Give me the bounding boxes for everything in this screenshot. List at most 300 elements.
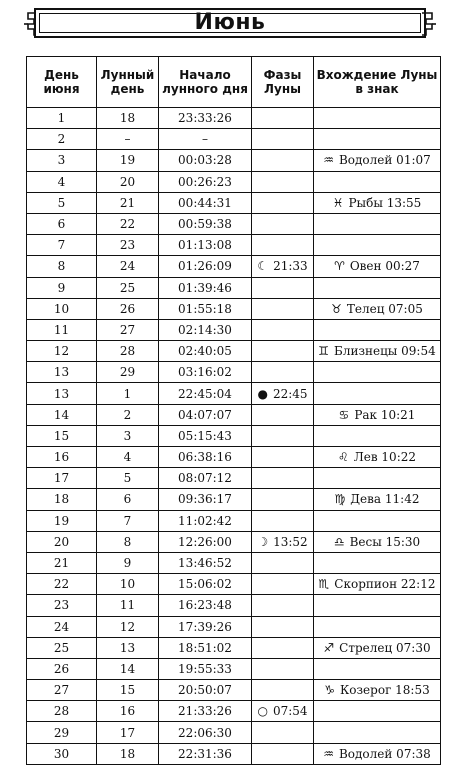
cell-day: [27, 616, 97, 637]
cell-lunar-day: [97, 489, 159, 510]
cell-day: [27, 722, 97, 743]
header-sign: Вхождение Луны в знак: [314, 57, 441, 108]
cell-sign: [314, 362, 441, 383]
cell-start-text: 15:06:02: [178, 577, 232, 592]
zodiac-sign-icon: ♒: [323, 746, 334, 761]
table-row: [27, 637, 441, 658]
cell-lunar-day: [97, 404, 159, 425]
cell-sign: [314, 680, 441, 701]
cell-day: [27, 319, 97, 340]
cell-lunar-day-text: 5: [123, 471, 132, 486]
table-row: [27, 213, 441, 234]
cell-start: [159, 298, 252, 319]
zodiac-sign-icon: ♑: [324, 683, 335, 698]
cell-phase: [252, 108, 314, 129]
cell-day-text: 3: [57, 153, 66, 168]
cell-sign-text: Рак 10:21: [354, 407, 416, 422]
title-banner: [24, 8, 436, 40]
cell-phase: [252, 701, 314, 722]
cell-start: [159, 531, 252, 552]
table-row: [27, 341, 441, 362]
cell-day: [27, 404, 97, 425]
cell-lunar-day-text: 9: [123, 556, 132, 571]
cell-phase: [252, 637, 314, 658]
cell-day-text: 10: [53, 301, 70, 316]
cell-lunar-day: [97, 319, 159, 340]
cell-day: [27, 468, 97, 489]
cell-day: [27, 150, 97, 171]
cell-lunar-day-text: 11: [119, 598, 136, 613]
table-row: [27, 129, 441, 150]
cell-sign-text: Близнецы 09:54: [334, 344, 436, 359]
cell-start-text: 22:06:30: [178, 725, 232, 740]
cell-day: [27, 129, 97, 150]
table-row: [27, 150, 441, 171]
cell-lunar-day: [97, 616, 159, 637]
cell-day: [27, 552, 97, 573]
cell-day-text: 25: [53, 640, 70, 655]
cell-sign: [314, 192, 441, 213]
cell-start-text: 16:23:48: [178, 598, 232, 613]
cell-day-text: 7: [57, 238, 66, 253]
cell-sign-text: Водолей 01:07: [338, 153, 431, 168]
cell-sign: [314, 235, 441, 256]
cell-sign: [314, 341, 441, 362]
table-row: [27, 743, 441, 764]
cell-start-text: 02:14:30: [178, 322, 232, 337]
cell-lunar-day-text: 22: [119, 217, 136, 232]
cell-start-text: 22:31:36: [178, 746, 232, 761]
cell-lunar-day: [97, 192, 159, 213]
cell-sign: [314, 383, 441, 404]
cell-lunar-day-text: 18: [119, 111, 136, 126]
cell-start: [159, 743, 252, 764]
cell-start: [159, 362, 252, 383]
cell-lunar-day: [97, 108, 159, 129]
cell-lunar-day: [97, 171, 159, 192]
cell-phase: [252, 574, 314, 595]
cell-lunar-day-text: 15: [119, 683, 136, 698]
cell-phase: [252, 680, 314, 701]
cell-start-text: 01:13:08: [178, 238, 232, 253]
cell-start-text: 23:33:26: [178, 111, 232, 126]
cell-start: [159, 552, 252, 573]
cell-phase: [252, 743, 314, 764]
cell-sign: [314, 298, 441, 319]
zodiac-sign-icon: ♍: [334, 492, 346, 507]
cell-phase: [252, 277, 314, 298]
cell-lunar-day: [97, 235, 159, 256]
cell-sign-text: Стрелец 07:30: [339, 640, 431, 655]
cell-start: [159, 150, 252, 171]
cell-phase: [252, 298, 314, 319]
cell-lunar-day-text: 18: [119, 746, 136, 761]
zodiac-sign-icon: ♉: [331, 301, 342, 316]
cell-start: [159, 171, 252, 192]
cell-start: [159, 341, 252, 362]
cell-sign: [314, 701, 441, 722]
zodiac-sign-icon: ♋: [338, 407, 350, 422]
cell-phase: [252, 447, 314, 468]
table-row: [27, 171, 441, 192]
zodiac-sign-icon: ♒: [323, 153, 334, 168]
cell-day-text: 14: [53, 407, 70, 422]
cell-start: [159, 108, 252, 129]
table-row: [27, 552, 441, 573]
cell-lunar-day-text: 3: [123, 428, 132, 443]
cell-lunar-day-text: 28: [119, 344, 136, 359]
cell-day-text: 5: [57, 195, 66, 210]
cell-day: [27, 701, 97, 722]
cell-day: [27, 277, 97, 298]
cell-day: [27, 743, 97, 764]
cell-phase-text: 21:33: [273, 259, 308, 274]
cell-lunar-day: [97, 701, 159, 722]
header-start: Начало лунного дня: [159, 57, 252, 108]
cell-lunar-day: [97, 468, 159, 489]
cell-day-text: 17: [53, 471, 70, 486]
cell-start: [159, 595, 252, 616]
cell-lunar-day: [97, 510, 159, 531]
cell-phase: [252, 171, 314, 192]
cell-start-text: 17:39:26: [178, 619, 232, 634]
cell-sign: [314, 489, 441, 510]
cell-start-text: 03:16:02: [178, 365, 232, 380]
cell-lunar-day-text: 20: [119, 174, 136, 189]
cell-day-text: 9: [57, 280, 66, 295]
cell-start-text: 05:15:43: [178, 428, 232, 443]
cell-phase: [252, 319, 314, 340]
cell-lunar-day-text: 17: [119, 725, 136, 740]
cell-day: [27, 637, 97, 658]
cell-lunar-day-text: 19: [119, 153, 136, 168]
cell-start-text: 00:03:28: [178, 153, 232, 168]
cell-sign-text: Овен 00:27: [349, 259, 420, 274]
cell-start-text: 00:59:38: [178, 217, 232, 232]
cell-day-text: 22: [53, 577, 70, 592]
table-row: [27, 383, 441, 404]
cell-start: [159, 722, 252, 743]
cell-day: [27, 510, 97, 531]
cell-sign: [314, 129, 441, 150]
cell-lunar-day-text: 4: [123, 450, 132, 465]
table-row: [27, 108, 441, 129]
cell-start: [159, 468, 252, 489]
cell-phase: [252, 722, 314, 743]
cell-start-text: 19:55:33: [178, 661, 232, 676]
cell-sign-text: Лев 10:22: [353, 450, 417, 465]
cell-lunar-day: [97, 277, 159, 298]
cell-phase: [252, 489, 314, 510]
cell-lunar-day: [97, 341, 159, 362]
cell-lunar-day-text: –: [124, 132, 131, 147]
cell-start: [159, 637, 252, 658]
cell-sign: [314, 447, 441, 468]
table-row: [27, 192, 441, 213]
cell-phase: [252, 256, 314, 277]
cell-day-text: 13: [53, 386, 70, 401]
cell-day-text: 16: [53, 450, 70, 465]
cell-phase-text: 13:52: [273, 534, 308, 549]
table-row: [27, 298, 441, 319]
cell-lunar-day-text: 13: [119, 640, 136, 655]
cell-day-text: 2: [57, 132, 66, 147]
cell-day: [27, 298, 97, 319]
cell-lunar-day-text: 12: [119, 619, 136, 634]
cell-lunar-day-text: 27: [119, 322, 136, 337]
cell-start-text: –: [202, 132, 208, 147]
table-row: [27, 595, 441, 616]
table-row: [27, 701, 441, 722]
cell-lunar-day: [97, 552, 159, 573]
cell-start: [159, 213, 252, 234]
cell-lunar-day: [97, 722, 159, 743]
cell-start-text: 01:55:18: [178, 301, 232, 316]
table-row: [27, 574, 441, 595]
cell-start-text: 06:38:16: [178, 450, 232, 465]
cell-start: [159, 489, 252, 510]
cell-start: [159, 616, 252, 637]
cell-sign: [314, 404, 441, 425]
cell-sign: [314, 637, 441, 658]
zodiac-sign-icon: ♈: [334, 259, 345, 274]
cell-lunar-day-text: 8: [123, 534, 132, 549]
cell-phase: [252, 531, 314, 552]
cell-phase: [252, 383, 314, 404]
cell-lunar-day-text: 10: [119, 577, 136, 592]
cell-phase: [252, 468, 314, 489]
cell-day: [27, 425, 97, 446]
cell-sign: [314, 595, 441, 616]
cell-sign-text: Скорпион 22:12: [334, 577, 436, 592]
table-row: [27, 235, 441, 256]
cell-start: [159, 701, 252, 722]
cell-day-text: 13: [53, 365, 70, 380]
cell-start: [159, 129, 252, 150]
cell-phase: [252, 235, 314, 256]
table-row: [27, 319, 441, 340]
cell-start: [159, 680, 252, 701]
moon-phase-icon: ●: [257, 386, 268, 401]
cell-start-text: 08:07:12: [178, 471, 232, 486]
table-row: [27, 510, 441, 531]
header-lunar-day: Лунный день: [97, 57, 159, 108]
cell-start: [159, 658, 252, 679]
cell-day: [27, 658, 97, 679]
cell-sign: [314, 574, 441, 595]
cell-lunar-day: [97, 637, 159, 658]
cell-day-text: 21: [53, 556, 70, 571]
table-row: [27, 404, 441, 425]
cell-day: [27, 108, 97, 129]
cell-day-text: 23: [53, 598, 70, 613]
cell-lunar-day: [97, 658, 159, 679]
cell-sign: [314, 256, 441, 277]
cell-day-text: 20: [53, 534, 70, 549]
cell-sign: [314, 531, 441, 552]
cell-day: [27, 595, 97, 616]
moon-phase-icon: ☾: [257, 259, 269, 274]
cell-phase: [252, 150, 314, 171]
cell-sign: [314, 743, 441, 764]
cell-lunar-day: [97, 447, 159, 468]
cell-start: [159, 574, 252, 595]
cell-lunar-day: [97, 531, 159, 552]
header-phase: Фазы Луны: [252, 57, 314, 108]
cell-lunar-day: [97, 743, 159, 764]
cell-lunar-day: [97, 213, 159, 234]
cell-lunar-day: [97, 256, 159, 277]
cell-phase: [252, 425, 314, 446]
zodiac-sign-icon: ♓: [332, 195, 344, 210]
moon-phase-icon: ☽: [257, 534, 269, 549]
cell-start-text: 04:07:07: [178, 407, 232, 422]
cell-lunar-day-text: 1: [123, 386, 132, 401]
cell-phase: [252, 404, 314, 425]
cell-day-text: 18: [53, 492, 70, 507]
cell-day: [27, 192, 97, 213]
cell-day: [27, 341, 97, 362]
cell-day-text: 8: [57, 259, 66, 274]
cell-phase: [252, 595, 314, 616]
cell-phase: [252, 616, 314, 637]
cell-day: [27, 383, 97, 404]
cell-start-text: 21:33:26: [178, 704, 232, 719]
cell-sign: [314, 319, 441, 340]
cell-sign: [314, 658, 441, 679]
cell-start: [159, 447, 252, 468]
cell-lunar-day: [97, 129, 159, 150]
cell-phase: [252, 510, 314, 531]
table-row: [27, 425, 441, 446]
cell-day-text: 27: [53, 683, 70, 698]
table-row: [27, 489, 441, 510]
zodiac-sign-icon: ♎: [333, 534, 345, 549]
cell-day-text: 24: [53, 619, 70, 634]
cell-start: [159, 319, 252, 340]
cell-day: [27, 235, 97, 256]
cell-day-text: 1: [57, 111, 66, 126]
cell-start: [159, 383, 252, 404]
table-row: [27, 256, 441, 277]
table-row: [27, 616, 441, 637]
cell-start-text: 20:50:07: [178, 683, 232, 698]
cell-lunar-day-text: 6: [123, 492, 132, 507]
cell-start-text: 01:39:46: [178, 280, 232, 295]
cell-day-text: 12: [53, 344, 70, 359]
cell-phase-text: 22:45: [272, 386, 308, 401]
cell-sign: [314, 213, 441, 234]
cell-phase: [252, 129, 314, 150]
cell-sign-text: Дева 11:42: [350, 492, 420, 507]
cell-day-text: 30: [53, 746, 70, 761]
cell-start-text: 00:44:31: [178, 195, 232, 210]
cell-start-text: 13:46:52: [178, 556, 232, 571]
cell-phase: [252, 658, 314, 679]
lunar-calendar-table: [26, 56, 441, 765]
table-row: [27, 362, 441, 383]
cell-start: [159, 425, 252, 446]
cell-sign-text: Рыбы 13:55: [348, 195, 422, 210]
cell-phase: [252, 213, 314, 234]
table-row: [27, 531, 441, 552]
cell-day: [27, 447, 97, 468]
cell-day: [27, 256, 97, 277]
cell-phase: [252, 192, 314, 213]
cell-lunar-day: [97, 425, 159, 446]
table-row: [27, 658, 441, 679]
table-row: [27, 277, 441, 298]
cell-phase: [252, 362, 314, 383]
zodiac-sign-icon: ♐: [323, 640, 335, 655]
table-body: [27, 108, 441, 765]
cell-lunar-day-text: 24: [119, 259, 136, 274]
cell-start: [159, 192, 252, 213]
cell-lunar-day-text: 2: [123, 407, 132, 422]
cell-start-text: 22:45:04: [178, 386, 232, 401]
cell-lunar-day-text: 23: [119, 238, 136, 253]
table-row: [27, 468, 441, 489]
cell-lunar-day-text: 26: [119, 301, 136, 316]
cell-start-text: 09:36:17: [178, 492, 232, 507]
cell-lunar-day: [97, 595, 159, 616]
header-day: День июня: [27, 57, 97, 108]
cell-lunar-day-text: 25: [119, 280, 136, 295]
cell-day: [27, 489, 97, 510]
cell-sign: [314, 468, 441, 489]
cell-start-text: 18:51:02: [178, 640, 232, 655]
cell-lunar-day: [97, 680, 159, 701]
table-row: [27, 447, 441, 468]
cell-start-text: 00:26:23: [178, 174, 232, 189]
cell-phase: [252, 552, 314, 573]
cell-sign: [314, 722, 441, 743]
cell-start-text: 02:40:05: [178, 344, 232, 359]
cell-sign-text: Телец 07:05: [346, 301, 423, 316]
cell-sign-text: Весы 15:30: [349, 534, 421, 549]
zodiac-sign-icon: ♊: [318, 344, 329, 359]
cell-day-text: 26: [53, 661, 70, 676]
cell-sign: [314, 171, 441, 192]
table-row: [27, 722, 441, 743]
cell-start: [159, 510, 252, 531]
cell-day: [27, 531, 97, 552]
cell-start: [159, 256, 252, 277]
cell-lunar-day-text: 21: [119, 195, 136, 210]
cell-sign: [314, 150, 441, 171]
cell-start: [159, 277, 252, 298]
zodiac-sign-icon: ♌: [337, 450, 349, 465]
cell-lunar-day: [97, 150, 159, 171]
page-title: Июнь: [194, 10, 266, 35]
cell-lunar-day: [97, 574, 159, 595]
cell-sign: [314, 425, 441, 446]
cell-start-text: 01:26:09: [178, 259, 232, 274]
cell-day: [27, 171, 97, 192]
cell-lunar-day-text: 7: [123, 513, 132, 528]
cell-start: [159, 235, 252, 256]
cell-sign: [314, 616, 441, 637]
cell-lunar-day: [97, 298, 159, 319]
cell-day: [27, 362, 97, 383]
table-row: [27, 680, 441, 701]
cell-lunar-day-text: 14: [119, 661, 136, 676]
moon-phase-icon: ○: [257, 704, 268, 719]
cell-sign: [314, 108, 441, 129]
cell-day-text: 15: [53, 428, 70, 443]
cell-lunar-day: [97, 362, 159, 383]
cell-lunar-day: [97, 383, 159, 404]
